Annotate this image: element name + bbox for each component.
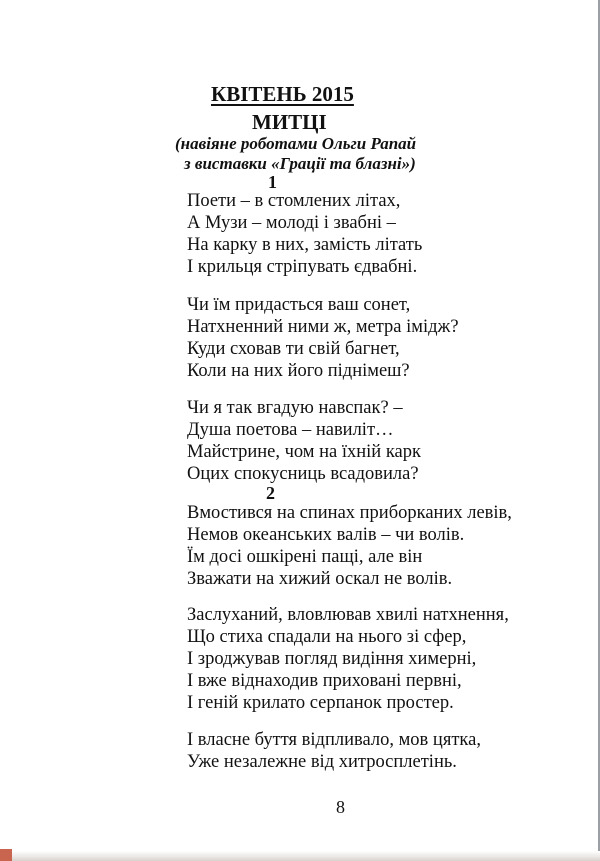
verse-line: Заслуханий, вловлював хвилі натхнення, — [187, 605, 509, 625]
part-number-2: 2 — [266, 483, 275, 503]
verse-line: Вмостився на спинах приборканих левів, — [187, 503, 512, 523]
verse-line: І власне буття відпливало, мов цятка, — [187, 730, 481, 750]
page-number: 8 — [336, 797, 345, 817]
poem-title: МИТЦІ — [252, 110, 327, 134]
verse-line: Зважати на хижий оскал не волів. — [187, 569, 453, 589]
verse-line: І крильця стріпувать єдвабні. — [187, 257, 418, 277]
page-corner-mark — [0, 849, 12, 861]
month-heading: КВІТЕНЬ 2015 — [211, 82, 354, 106]
verse-line: І вже віднаходив приховані первні, — [187, 671, 462, 691]
poem-subtitle-line-2: з виставки «Грації та блазні») — [184, 154, 416, 173]
verse-line: Чи їм придасться ваш сонет, — [187, 295, 411, 315]
verse-line: Майстрине, чом на їхній карк — [187, 442, 421, 462]
poem-subtitle-line-1: (навіяне роботами Ольги Рапай — [175, 134, 417, 153]
page-edge-bottom — [0, 851, 600, 861]
verse-line: Чи я так вгадую навспак? – — [187, 398, 403, 418]
verse-line: І геній крилато серпанок простер. — [187, 693, 454, 713]
verse-line: Поети – в стомлених літах, — [187, 191, 401, 211]
verse-line: На карку в них, замість літать — [187, 235, 423, 255]
verse-line: А Музи – молоді і звабні – — [187, 213, 396, 233]
verse-line: Коли на них його піднімеш? — [187, 361, 410, 381]
verse-line: Куди сховав ти свій багнет, — [187, 339, 400, 359]
verse-line: Душа поетова – навиліт… — [187, 420, 394, 440]
verse-line: Оцих спокусниць всадовила? — [187, 464, 419, 484]
verse-line: Їм досі ошкірені пащі, але він — [187, 547, 423, 567]
part-number-1: 1 — [268, 172, 277, 192]
verse-line: Немов океанських валів – чи волів. — [187, 525, 465, 545]
verse-line: Уже незалежне від хитросплетінь. — [187, 752, 457, 772]
verse-line: Що стиха спадали на нього зі сфер, — [187, 627, 467, 647]
verse-line: Натхненний ними ж, метра імідж? — [187, 317, 459, 337]
verse-line: І зроджував погляд видіння химерні, — [187, 649, 477, 669]
